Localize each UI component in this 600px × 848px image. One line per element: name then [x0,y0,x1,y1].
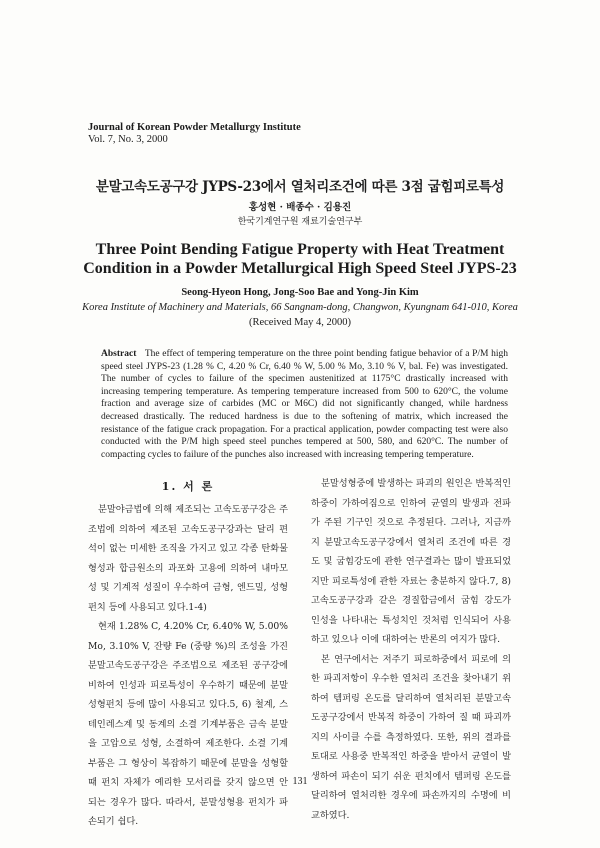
paragraph: 분말야금법에 의해 제조되는 고속도공구강은 주조법에 의하여 제조된 고속도공구강과는 달리 편석이 없는 미세한 조직을 가지고 있고 각종 탄화물 형성과 합금원소의 과포화 고용에 의하여 내마모성 및 기계적 성질이 우수하여 금형, 엔드밀, 성형펀치 등에 사용되고 있다.1-4) [88,504,288,613]
affiliation-korean: 한국기계연구원 재료기술연구부 [237,217,363,227]
authors-english: Seong-Hyeon Hong, Jong-Soo Bae and Yong-Jin Kim [181,287,419,298]
authors-korean: 홍성현 · 배종수 · 김용진 [248,202,352,213]
paragraph: 현재 1.28% C, 4.20% Cr, 6.40% W, 5.00% Mo, 3.10% V, 잔량 Fe (중량 %)의 조성을 가진 분말고속도공구강은 주조법으로 제조된 공구강에 비하여 인성과 피로특성이 우수하기 때문에 분말성형펀치 등에 많이 사용되고 있다.5, 6) 철계, 스테인레스계 및 동계의 소결 기계부품은 금속 분말을 고압으로 성형, 소결하여 제조한다. 소결 기계부품은 그 형상이 복잡하기 때문에 분말을 성형할 때 펀치 자체가 예리한 모서리를 갖지 않으면 안 되는 경우가 많다. 따라서, 분말성형용 펀치가 파손되기 쉽다. [88,621,288,827]
journal-header [88,122,301,146]
journal-name: Journal of Korean Powder Metallurgy Institute [88,122,301,133]
title-english-text: Three Point Bending Fatigue Property with Heat Treatment Condition in a Powder Metallurgical High Speed Steel JYPS-23 [83,241,517,277]
page-number: 131 [292,776,308,787]
right-column [311,474,511,825]
journal-volume: Vol. 7, No. 3, 2000 [88,134,168,145]
received-date: (Received May 4, 2000) [248,317,352,328]
abstract-text: The effect of tempering temperature on the three point bending fatigue behavior of a P/M high speed steel JYPS-23 (1.28 % C, 4.20 % Cr, 6.40 % W, 5.00 % Mo, 3.10 % V, bal. Fe) was investigated. The number of cycles to failure of the specimen austenitized at 1175°C drastically increased with increasing tempering temperature. As tempering temperature increased from 500 to 620°C, the volume fraction and average size of carbides (MC or M6C) did not significantly changed, while hardness decreased drastically. The reduced hardness is due to the softening of matrix, which increased the resistance of the fatigue crack propagation. For a practical application, powder compacting test were also conducted with the P/M high speed steel punches tempered at 500, 580, and 620°C. The number of compacting cycles to failure of the punches also increased with increasing tempering temperature. [101,349,508,460]
paragraph: 분말성형중에 발생하는 파괴의 원인은 반복적인 하중이 가하여짐으로 인하여 균열의 발생과 전파가 주된 기구인 것으로 추정된다. 그러나, 지금까지 분말고속도공구강에서 열처리 조건에 따른 경도 및 굽힘강도에 관한 연구결과는 많이 발표되었지만 피로특성에 관한 자료는 충분하지 않다.7, 8) 고속도공구강과 같은 경질합금에서 굽힘 강도가 인성을 나타내는 특성치인 것처럼 인식되어 사용하고 있으나 이에 대하여는 반론의 여지가 많다. [311,478,511,645]
title-english [0,240,600,278]
paragraph: 본 연구에서는 저주기 피로하중에서 피로에 의한 파괴저항이 우수한 열처리 조건을 찾아내기 위하여 템퍼링 온도를 달리하여 열처리된 분말고속도공구강에서 반복적 하중이 가하여 질 때 파괴까지의 사이클 수를 측정하였다. 또한, 위의 결과를 토대로 사용중 반복적인 하중을 받아서 균열이 발생하여 파손이 되기 쉬운 펀치에서 템퍼링 온도를 달리하여 열처리한 경우에 파손까지의 수명에 비교하였다. [311,653,511,821]
title-korean: 분말고속도공구강 JYPS-23에서 열처리조건에 따른 3점 굽힘피로특성 [95,179,505,195]
affiliation-english: Korea Institute of Machinery and Materials, 66 Sangnam-dong, Changwon, Kyungnam 641-010, Korea [82,302,518,313]
abstract [101,348,508,461]
abstract-label: Abstract [101,349,137,359]
section-heading-introduction: 1. 서 론 [161,480,215,493]
